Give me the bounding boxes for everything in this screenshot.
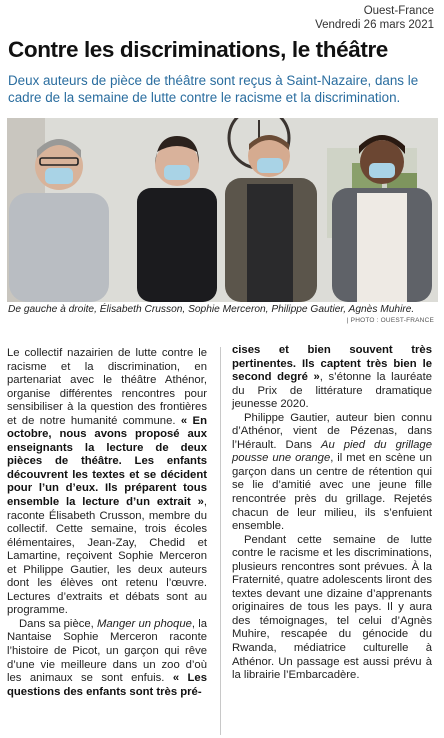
quote-crusson: « En octobre, nous avons proposé aux enseignants la lecture de deux pièces de théâtre. Les enfants découvrent les textes et se décident pour l’un d’eux. Ils préparent tous ensemble la lecture d’un extrait » xyxy=(7,414,207,509)
article-column-right xyxy=(232,344,432,683)
paragraph-3-end: , s’étonne la lauréate du Prix de littérature dramatique jeunesse 2020. xyxy=(232,371,433,411)
article-column-left xyxy=(7,347,207,699)
paragraph-4-intro: Philippe Gautier, auteur bien connu d’Athénor, vient de Pézenas, dans l’Hérault. Dans xyxy=(232,411,432,451)
paragraph-2-intro: Dans sa pièce, xyxy=(19,617,97,630)
source-name: Ouest-France xyxy=(363,5,434,17)
photo-caption: De gauche à droite, Élisabeth Crusson, Sophie Merceron, Philippe Gautier, Agnès Muhire. xyxy=(8,304,415,315)
photo-illustration xyxy=(7,118,438,302)
play-title-merceron: Manger un phoque xyxy=(96,617,192,630)
article-title: Contre les discriminations, le théâtre xyxy=(8,37,388,62)
paragraph-4 xyxy=(232,412,432,534)
quote-merceron-end: cises et bien souvent très pertinentes. Ils captent très bien le second degré » xyxy=(232,344,432,384)
photo-credit: | PHOTO : OUEST-FRANCE xyxy=(346,317,434,324)
play-title-gautier: Au pied du grillage pousse une orange xyxy=(232,438,432,465)
paragraph-3 xyxy=(232,344,432,412)
paragraph-1-intro: Le collectif nazairien de lutte contre le racisme et la discrimination, en partenariat avec le théâtre Athénor, organise différentes rencontres pour sensibiliser à la question des frontières et de notre humanité commune. xyxy=(7,347,207,427)
paragraph-1 xyxy=(7,347,207,618)
paragraph-5: Pendant cette semaine de lutte contre le racisme et les discriminations, plusieurs rencontres sont prévues. À la Fraternité, quatre adolescents liront des textes devant une dizaine d’apprenants originaires de tous les pays. Il y aura des témoignages, tel celui d’Agnès Muhire, rescapée du génocide du Rwanda, médiatrice culturelle à Athénor. Un passage est aussi prévu à la librairie l’Embarcadère. xyxy=(232,533,432,682)
article-lede: Deux auteurs de pièce de théâtre sont reçus à Saint-Nazaire, dans le cadre de la semaine de lutte contre le racisme et la discrimination. xyxy=(8,73,419,105)
article-photo xyxy=(7,118,438,302)
paragraph-2 xyxy=(7,618,207,699)
paragraph-4-end: , il met en scène un garçon dans un centre de rétention qui se lie d’amitié avec une jeune fille rencontrée près du grillage. Rejetés chacun de leur milieu, ils s’enfuient ensemble. xyxy=(232,452,432,533)
paragraph-1-end: , raconte Élisabeth Crusson, membre du collectif. Cette semaine, trois écoles élémentaires, Jean-Zay, Chedid et Lamartine, reçoivent Sophie Merceron et Philippe Gautier, les deux auteurs dont les élèves ont retenu l’œuvre. Lectures d’extraits et débats sont au programme. xyxy=(7,496,207,617)
quote-merceron-start: « Les questions des enfants sont très pré- xyxy=(7,672,207,698)
column-divider xyxy=(220,347,221,735)
newspaper-source xyxy=(315,4,434,32)
publication-date: Vendredi 26 mars 2021 xyxy=(315,19,434,31)
paragraph-2-body: , la Nantaise Sophie Merceron raconte l’histoire de Picot, un garçon qui rêve d’une vie meilleure dans un zoo d’où les animaux se sont enfuis. xyxy=(7,617,207,685)
